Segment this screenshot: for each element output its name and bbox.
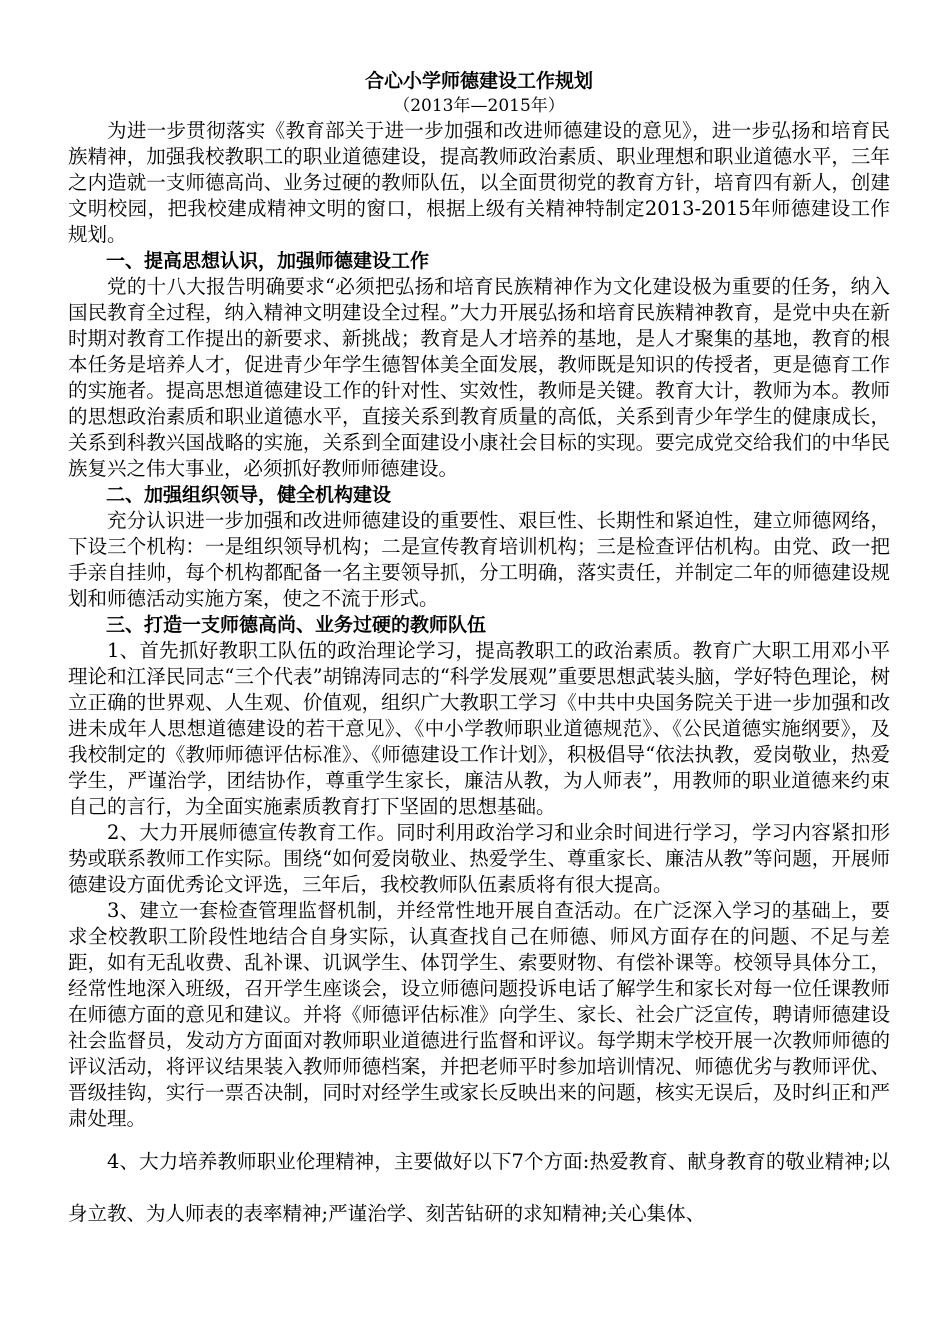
section-3-item-2: 2、大力开展师德宣传教育工作。同时利用政治学习和业余时间进行学习，学习内容紧扣形势或联系教师工作实际。围绕“如何爱岗敬业、热爱学生、尊重家长、廉洁从教”等问题，开展师德建设方面优秀论文评选，三年后，我校教师队伍素质将有很大提高。 — [68, 821, 890, 896]
document-page — [68, 68, 890, 1240]
intro-paragraph: 为进一步贯彻落实《教育部关于进一步加强和改进师德建设的意见》，进一步弘扬和培育民族精神，加强我校教职工的职业道德建设，提高教师政治素质、职业理想和职业道德水平，三年之内造就一支师德高尚、业务过硬的教师队伍，以全面贯彻党的教育方针，培育四有新人，创建文明校园，把我校建成精神文明的窗口，根据上级有关精神特制定2013-2015年师德建设工作规划。 — [68, 119, 890, 246]
section-2-heading: 二、加强组织领导，健全机构建设 — [106, 484, 392, 506]
section-2-body: 充分认识进一步加强和改进师德建设的重要性、艰巨性、长期性和紧迫性，建立师德网络，下设三个机构：一是组织领导机构；二是宣传教育培训机构；三是检查评估机构。由党、政一把手亲自挂帅，每个机构都配备一名主要领导抓，分工明确，落实责任，并制定二年的师德建设规划和师德活动实施方案，使之不流于形式。 — [68, 509, 890, 610]
section-3-item-3: 3、建立一套检查管理监督机制，并经常性地开展自查活动。在广泛深入学习的基础上，要求全校教职工阶段性地结合自身实际，认真查找自己在师德、师风方面存在的问题、不足与差距，如有无乱收费、乱补课、讥讽学生、体罚学生、索要财物、有偿补课等。校领导具体分工，经常性地深入班级，召开学生座谈会，设立师德问题投诉电话了解学生和家长对每一位任课教师在师德方面的意见和建议。并将《师德评估标准》向学生、家长、社会广泛宣传，聘请师德建设社会监督员，发动方方面面对教师职业道德进行监督和评议。每学期末学校开展一次教师师德的评议活动，将评议结果装入教师师德档案，并把老师平时参加培训情况、师德优劣与教师评优、晋级挂钩，实行一票否决制，同时对经学生或家长反映出来的问题，核实无误后，及时纠正和严肃处理。 — [68, 899, 890, 1130]
document-subtitle: （2013年—2015年） — [393, 96, 565, 116]
section-3-item-4: 4、大力培养教师职业伦理精神，主要做好以下7个方面:热爱教育、献身教育的敬业精神;以身立教、为人师表的表率精神;严谨治学、刻苦钻研的求知精神;关心集体、 — [68, 1150, 890, 1225]
section-1-body: 党的十八大报告明确要求“必须把弘扬和培育民族精神作为文化建设极为重要的任务，纳入国民教育全过程，纳入精神文明建设全过程。”大力开展弘扬和培育民族精神教育，是党中央在新时期对教育工作提出的新要求、新挑战；教育是人才培养的基地，是人才聚集的基地，教育的根本任务是培养人才，促进青少年学生德智体美全面发展，教师既是知识的传授者，更是德育工作的实施者。提高思想道德建设工作的针对性、实效性，教师是关键。教育大计，教师为本。教师的思想政治素质和职业道德水平，直接关系到教育质量的高低，关系到青少年学生的健康成长，关系到科教兴国战略的实施，关系到全面建设小康社会目标的实现。要完成党交给我们的中华民族复兴之伟大事业，必须抓好教师师德建设。 — [68, 275, 890, 480]
document-title: 合心小学师德建设工作规划 — [364, 70, 593, 92]
section-3-item-1: 1、首先抓好教职工队伍的政治理论学习，提高教职工的政治素质。教育广大职工用邓小平理论和江泽民同志“三个代表”胡锦涛同志的“科学发展观”重要思想武装头脑，学好特色理论，树立正确的世界观、人生观、价值观，组织广大教职工学习《中共中央国务院关于进一步加强和改进未成年人思想道德建设的若干意见》、《中小学教师职业道德规范》、《公民道德实施纲要》，及我校制定的《教师师德评估标准》、《师德建设工作计划》，积极倡导“依法执教，爱岗敬业，热爱学生，严谨治学，团结协作，尊重学生家长，廉洁从教，为人师表”，用教师的职业道德来约束自己的言行，为全面实施素质教育打下坚固的思想基础。 — [68, 639, 890, 818]
section-3-heading: 三、打造一支师德高尚、业务过硬的教师队伍 — [106, 614, 487, 636]
section-1-heading: 一、提高思想认识，加强师德建设工作 — [106, 250, 430, 272]
